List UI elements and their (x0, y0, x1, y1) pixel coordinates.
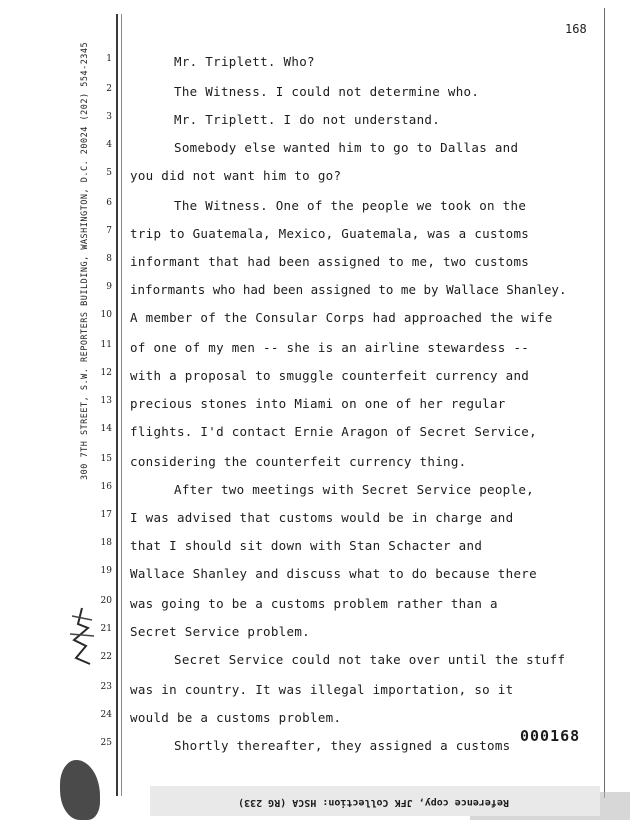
transcript-line: Secret Service problem. (130, 624, 310, 639)
right-margin-rule (604, 8, 605, 798)
transcript-line: The Witness. One of the people we took on the (174, 198, 527, 213)
transcript-line: After two meetings with Secret Service people, (174, 482, 534, 497)
transcript-line: of one of my men -- she is an airline stewardess -- (130, 340, 530, 355)
left-margin-rule-inner (121, 14, 122, 796)
transcript-line: informants who had been assigned to me by Wallace Shanley. (130, 282, 567, 297)
line-number: 17 (100, 510, 112, 520)
line-number: 23 (100, 682, 112, 692)
line-number: 22 (100, 652, 112, 662)
line-number: 1 (106, 54, 112, 64)
transcript-line: would be a customs problem. (130, 710, 342, 725)
transcript-line: with a proposal to smuggle counterfeit currency and (130, 368, 530, 383)
page-number: 168 (565, 22, 587, 36)
reporter-address-vertical: 300 7TH STREET, S.W. REPORTERS BUILDING, WASHINGTON, D.C. 20024 (202) 554-2345 (80, 41, 90, 480)
line-number: 24 (100, 710, 112, 720)
transcript-line: I was advised that customs would be in charge and (130, 510, 514, 525)
line-number: 14 (100, 424, 112, 434)
line-number: 19 (100, 566, 112, 576)
line-number: 5 (106, 168, 112, 178)
scan-smudge (60, 760, 100, 820)
transcript-line: flights. I'd contact Ernie Aragon of Secret Service, (130, 424, 537, 439)
line-number: 10 (100, 310, 112, 320)
line-number: 21 (100, 624, 112, 634)
transcript-line: Wallace Shanley and discuss what to do because there (130, 566, 537, 581)
transcript-line: Secret Service could not take over until the stuff (174, 652, 566, 667)
transcript-line: considering the counterfeit currency thing. (130, 454, 467, 469)
line-number: 15 (100, 454, 112, 464)
transcript-line: The Witness. I could not determine who. (174, 84, 480, 99)
transcript-line: informant that had been assigned to me, two customs (130, 254, 530, 269)
document-number-stamp: 000168 (520, 727, 581, 745)
line-number: 25 (100, 738, 112, 748)
transcript-line: A member of the Consular Corps had approached the wife (130, 310, 553, 325)
line-number: 6 (106, 198, 112, 208)
left-margin-rule (116, 14, 118, 796)
reference-copy-footer: Reference copy, JFK Collection: HSCA (RG 233) (238, 797, 509, 808)
transcript-line: was going to be a customs problem rather than a (130, 596, 498, 611)
transcript-line: was in country. It was illegal importation, so it (130, 682, 514, 697)
transcript-line: trip to Guatemala, Mexico, Guatemala, was a customs (130, 226, 530, 241)
line-number: 7 (106, 226, 112, 236)
line-number: 18 (100, 538, 112, 548)
line-number: 11 (100, 340, 112, 350)
transcript-line: Somebody else wanted him to go to Dallas and (174, 140, 519, 155)
line-number: 16 (100, 482, 112, 492)
line-number: 3 (106, 112, 112, 122)
line-number: 20 (100, 596, 112, 606)
line-number: 4 (106, 140, 112, 150)
transcript-line: Shortly thereafter, they assigned a customs (174, 738, 511, 753)
transcript-line: Mr. Triplett. Who? (174, 54, 315, 69)
line-number: 9 (106, 282, 112, 292)
line-number: 12 (100, 368, 112, 378)
line-number: 2 (106, 84, 112, 94)
transcript-line: precious stones into Miami on one of her regular (130, 396, 506, 411)
transcript-line: that I should sit down with Stan Schacter and (130, 538, 483, 553)
transcript-line: you did not want him to go? (130, 168, 342, 183)
line-number: 8 (106, 254, 112, 264)
transcript-line: Mr. Triplett. I do not understand. (174, 112, 441, 127)
margin-doodle (68, 606, 96, 666)
line-number: 13 (100, 396, 112, 406)
